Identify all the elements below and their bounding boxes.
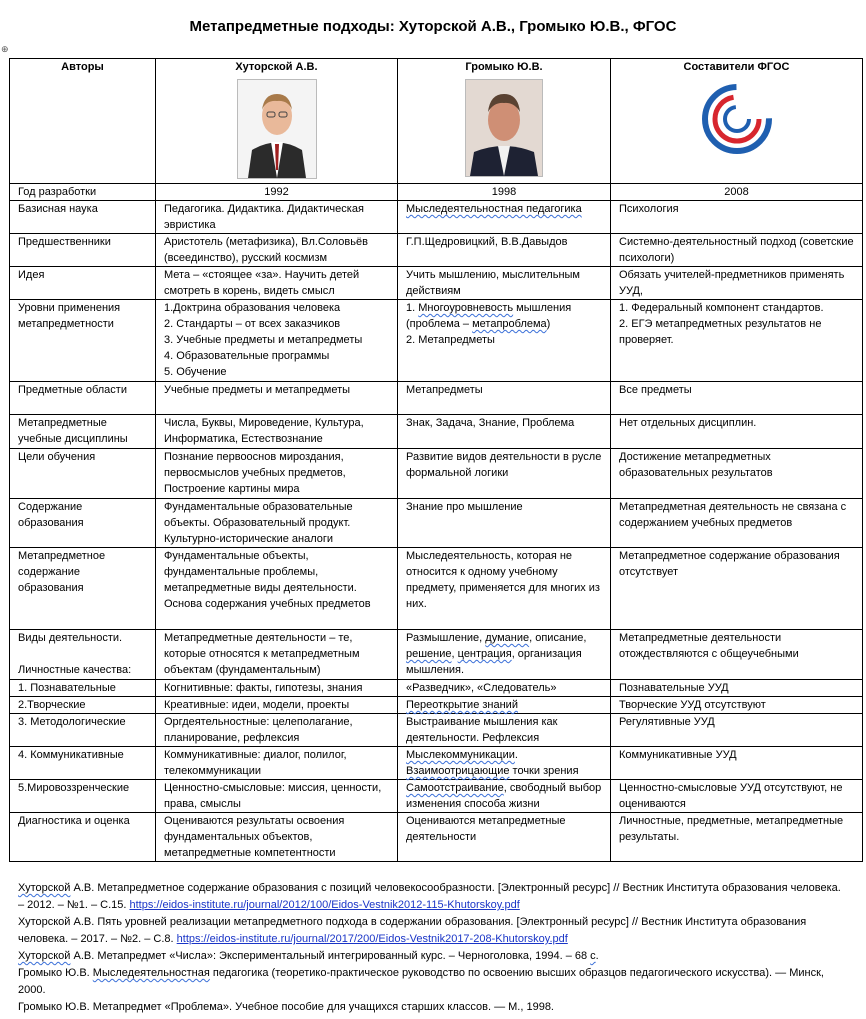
references	[18, 880, 848, 1016]
table-row: Базисная наука Педагогика. Дидактика. Дидактическая эвристика Мыследеятельностная педагогика Психология	[10, 201, 863, 234]
reference-item: Хуторской А.В. Метапредмет «Числа»: Экспериментальный интегрированный курс. – Черноголовка, 1994. – 68 с.	[18, 950, 599, 962]
table-row: Метапредметное содержание образования Фундаментальные объекты, фундаментальные проблемы, метапредметные виды деятельности. Основа содержания учебных предметов Мыследеятельность, которая не относится к одному учебному предмету, применяется для многих из них. Метапредметное содержание образования отсутствует	[10, 548, 863, 630]
gromyko-photo	[465, 79, 543, 177]
page-title: Метапредметные подходы: Хуторской А.В., Громыко Ю.В., ФГОС	[189, 18, 677, 35]
header-fgos: Составители ФГОС	[611, 59, 863, 184]
reference-item: Хуторской А.В. Пять уровней реализации метапредметного подхода в содержании образования. [Электронный ресурс] // Вестник Института образования человека. – 2017. – №2. – С.8. https://eidos-institute.ru/journal/2017/200/Eidos-Vestnik2017-208-Khutorskoy.pdf	[18, 916, 807, 945]
reference-link[interactable]: https://eidos-institute.ru/journal/2017/200/Eidos-Vestnik2017-208-Khutorskoy.pdf	[176, 933, 568, 945]
table-row: Содержание образования Фундаментальные образовательные объекты. Образовательный продукт. Культурно-исторические аналоги Знание про мышление Метапредметная деятельность не связана с содержанием учебных предметов	[10, 499, 863, 548]
header-authors: Авторы	[10, 59, 156, 184]
anchor-icon[interactable]: ⊕	[1, 44, 9, 54]
fgos-logo-icon	[701, 79, 773, 159]
table-row: 1. Познавательные Когнитивные: факты, гипотезы, знания «Разведчик», «Следователь» Познавательные УУД	[10, 680, 863, 697]
khutorskoy-photo	[237, 79, 317, 179]
header-khutorskoy: Хуторской А.В.	[156, 59, 398, 184]
reference-item: Громыко Ю.В. Метапредмет «Проблема». Учебное пособие для учащихся старших классов. — М., 1998.	[18, 1001, 554, 1013]
table-row: Уровни применения метапредметности 1.Доктрина образования человека 2. Стандарты – от всех заказчиков 3. Учебные предметы и метапредметы 4. Образовательные программы 5. Обучение 1. Многоуровневость мышления (проблема – метапроблема) 2. Метапредметы 1. Федеральный компонент стандартов. 2. ЕГЭ метапредметных результатов не проверяет.	[10, 300, 863, 382]
table-row: Диагностика и оценка Оцениваются результаты освоения фундаментальных объектов, метапредметные компетентности Оцениваются метапредметные деятельности Личностные, предметные, метапредметные результаты.	[10, 813, 863, 862]
reference-item: Хуторской А.В. Метапредметное содержание образования с позиций человекосообразности. [Электронный ресурс] // Вестник Института образования человека. – 2012. – №1. – С.15. https://eidos-institute.ru/journal/2012/100/Eidos-Vestnik2012-115-Khutorskoy.pdf	[18, 882, 841, 911]
header-gromyko: Громыко Ю.В.	[398, 59, 611, 184]
table-row: 3. Методологические Оргдеятельностные: целеполагание, планирование, рефлексия Выстраивание мышления как деятельности. Рефлексия Регулятивные УУД	[10, 714, 863, 747]
levels-list: 1.Доктрина образования человека 2. Стандарты – от всех заказчиков 3. Учебные предметы и метапредметы 4. Образовательные программы 5. Обучение	[156, 300, 398, 382]
table-row: Предметные области Учебные предметы и метапредметы Метапредметы Все предметы	[10, 382, 863, 415]
table-row	[10, 59, 863, 184]
table-row: 2.Творческие Креативные: идеи, модели, проекты Переоткрытие знаний Творческие УУД отсутствуют	[10, 697, 863, 714]
table-row: 5.Мировоззренческие Ценностно-смысловые: миссия, ценности, права, смыслы Самоотстраивание, свободный выбор изменения способа жизни Ценностно-смысловые УУД отсутствуют, не оцениваются	[10, 780, 863, 813]
table-row: Виды деятельности. Личностные качества: Метапредметные деятельности – те, которые относятся к метапредметным объектам (фундаментальным) Размышление, думание, описание, решение, центрация, организация мышления. Метапредметные деятельности отождествляются с общеучебными	[10, 630, 863, 680]
table-row: Цели обучения Познание первооснов мироздания, первосмыслов учебных предметов, Построение картины мира Развитие видов деятельности в русле формальной логики Достижение метапредметных образовательных результатов	[10, 449, 863, 499]
table-row: Предшественники Аристотель (метафизика), Вл.Соловьёв (всеединство), русский космизм Г.П.Щедровицкий, В.В.Давыдов Системно-деятельностный подход (советские психологи)	[10, 234, 863, 267]
reference-item: Громыко Ю.В. Мыследеятельностная педагогика (теоретико-практическое руководство по освоению высших образцов педагогического искусства). — Минск, 2000.	[18, 967, 824, 996]
comparison-table	[9, 58, 863, 862]
table-row: 4. Коммуникативные Коммуникативные: диалог, полилог, телекоммуникации Мыслекоммуникации. Взаимоотрицающие точки зрения Коммуникативные УУД	[10, 747, 863, 780]
table-row: Год разработки 1992 1998 2008	[10, 184, 863, 201]
table-row: Метапредметные учебные дисциплины Числа, Буквы, Мироведение, Культура, Информатика, Естествознание Знак, Задача, Знание, Проблема Нет отдельных дисциплин.	[10, 415, 863, 449]
reference-link[interactable]: https://eidos-institute.ru/journal/2012/100/Eidos-Vestnik2012-115-Khutorskoy.pdf	[129, 899, 520, 911]
table-row: Идея Мета – «стоящее «за». Научить детей смотреть в корень, видеть смысл Учить мышлению, мыслительным действиям Обязать учителей-предметников применять УУД,	[10, 267, 863, 300]
